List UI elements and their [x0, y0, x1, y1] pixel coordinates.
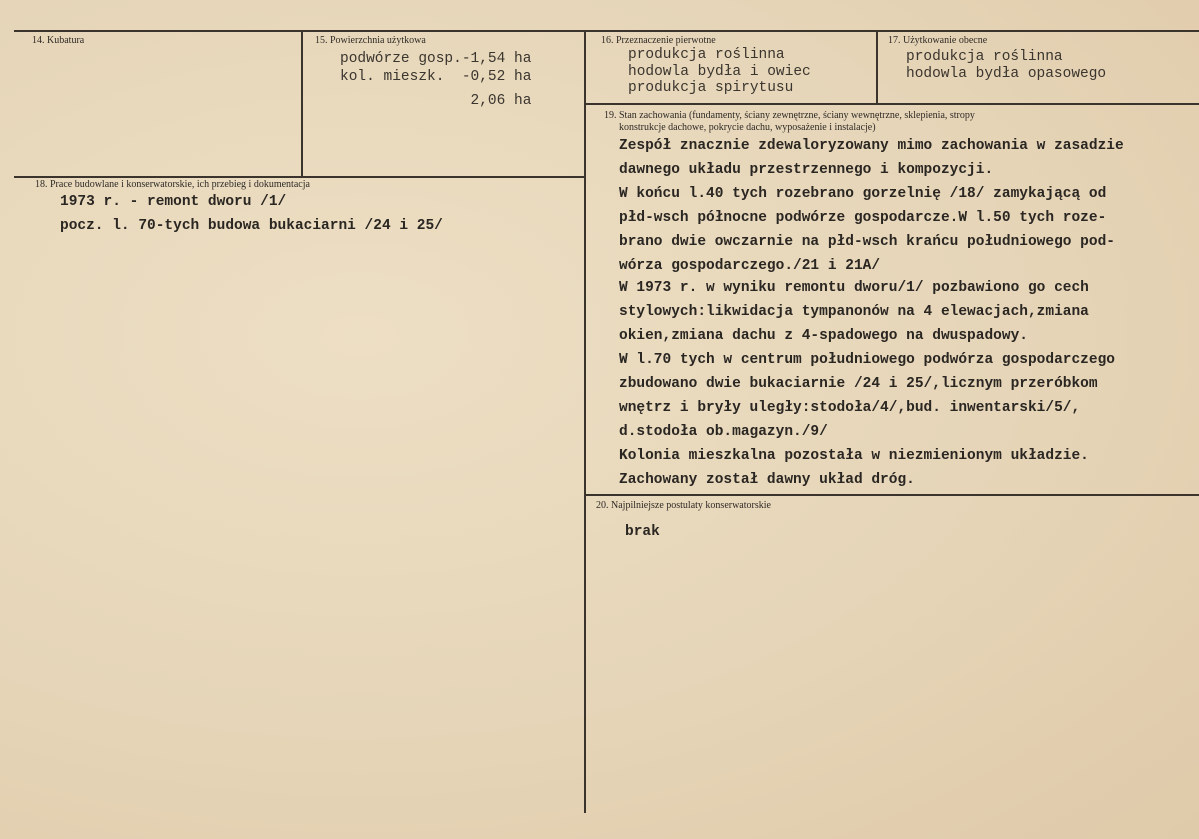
field-19-line-7: W 1973 r. w wyniku remontu dworu/1/ pozbawiono go cech — [619, 280, 1089, 296]
field-15-label: 15. Powierzchnia użytkowa — [315, 35, 426, 46]
field-17-line-1: produkcja roślinna — [906, 49, 1063, 65]
field-18-line-2: pocz. l. 70-tych budowa bukaciarni /24 i 25/ — [60, 218, 443, 234]
field-15-line-1: podwórze gosp.-1,54 ha — [340, 51, 532, 67]
field-19-line-4: płd-wsch północne podwórze gospodarcze.W l.50 tych roze- — [619, 210, 1107, 226]
field-20-line-1: brak — [625, 524, 660, 540]
field-19-line-11: zbudowano dwie bukaciarnie /24 i 25/,licznym przeróbkom — [619, 376, 1098, 392]
field-16-line-3: produkcja spirytusu — [628, 80, 794, 96]
divider-v-14-15 — [301, 31, 303, 177]
field-19-label-2: konstrukcje dachowe, pokrycie dachu, wyposażenie i instalacje) — [619, 122, 876, 133]
field-19-line-12: wnętrz i bryły uległy:stodoła/4/,bud. inwentarski/5/, — [619, 400, 1081, 416]
field-20-label: 20. Najpilniejsze postulaty konserwatorskie — [596, 500, 771, 511]
field-19-line-14: Kolonia mieszkalna pozostała w niezmienionym układzie. — [619, 448, 1089, 464]
field-19-line-3: W końcu l.40 tych rozebrano gorzelnię /18/ zamykającą od — [619, 186, 1107, 202]
field-19-line-13: d.stodoła ob.magazyn./9/ — [619, 424, 828, 440]
field-15-line-2: kol. mieszk. -0,52 ha — [340, 69, 532, 85]
field-16-line-1: produkcja roślinna — [628, 47, 785, 63]
top-border-line — [14, 30, 1199, 32]
field-19-line-9: okien,zmiana dachu z 4-spadowego na dwuspadowy. — [619, 328, 1028, 344]
field-16-label: 16. Przeznaczenie pierwotne — [601, 35, 716, 46]
field-16-line-2: hodowla bydła i owiec — [628, 64, 811, 80]
divider-h-left — [14, 176, 586, 178]
field-17-line-2: hodowla bydła opasowego — [906, 66, 1107, 82]
field-19-line-5: brano dwie owczarnie na płd-wsch krańcu południowego pod- — [619, 234, 1115, 250]
field-14-label: 14. Kubatura — [32, 35, 85, 46]
field-19-line-6: wórza gospodarczego./21 i 21A/ — [619, 258, 881, 274]
field-19-line-15: Zachowany został dawny układ dróg. — [619, 472, 915, 488]
divider-v-16-17 — [876, 31, 878, 103]
divider-h-19-20 — [585, 494, 1199, 496]
field-19-line-10: W l.70 tych w centrum południowego podwórza gospodarczego — [619, 352, 1115, 368]
field-18-line-1: 1973 r. - remont dworu /1/ — [60, 194, 287, 210]
field-19-line-1: Zespół znacznie zdewaloryzowany mimo zachowania w zasadzie — [619, 138, 1124, 154]
divider-h-16-19 — [585, 103, 1199, 105]
field-17-label: 17. Użytkowanie obecne — [888, 35, 988, 46]
field-18-label: 18. Prace budowlane i konserwatorskie, ich przebieg i dokumentacja — [35, 179, 310, 190]
divider-v-main — [584, 31, 586, 813]
field-19-line-8: stylowych:likwidacja tympanonów na 4 elewacjach,zmiana — [619, 304, 1089, 320]
field-15-line-3: 2,06 ha — [340, 93, 532, 109]
field-19-line-2: dawnego układu przestrzennego i kompozycji. — [619, 162, 994, 178]
field-19-label-1: 19. Stan zachowania (fundamenty, ściany zewnętrzne, ściany wewnętrzne, sklepienia, stropy — [604, 110, 975, 121]
